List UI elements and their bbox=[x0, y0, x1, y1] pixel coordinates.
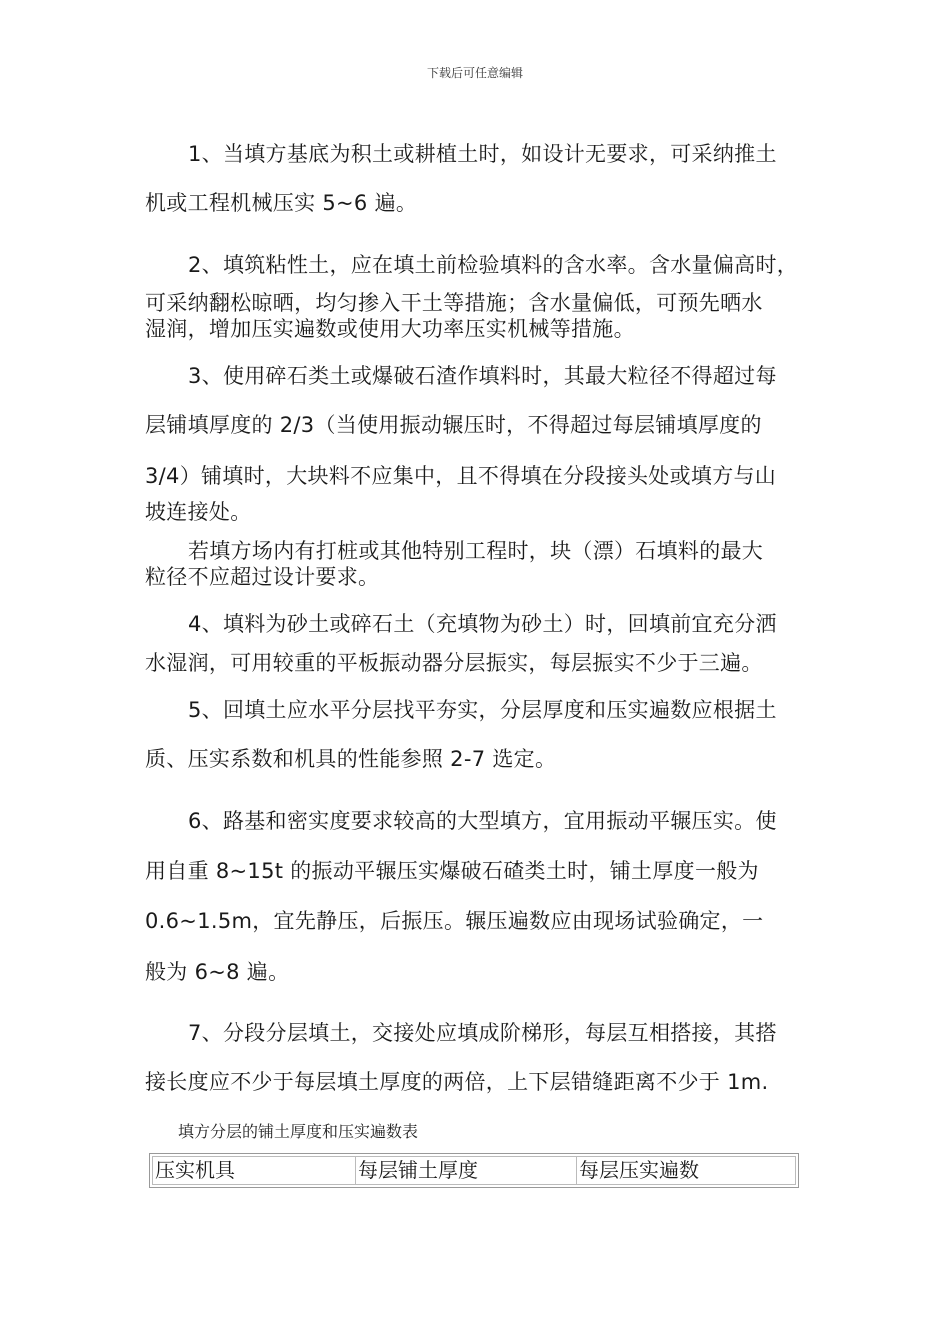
paragraph-1-line-2: 机或工程机械压实 5~6 遍。 bbox=[145, 191, 418, 215]
table-header-cell-thickness: 每层铺土厚度 bbox=[356, 1157, 577, 1184]
paragraph-6-line-3: 0.6~1.5m，宜先静压，后振压。辗压遍数应由现场试验确定，一 bbox=[145, 909, 764, 933]
paragraph-3-line-3: 3/4）铺填时，大块料不应集中，且不得填在分段接头处或填方与山 bbox=[145, 464, 777, 488]
paragraph-4-line-2: 水湿润，可用较重的平板振动器分层振实，每层振实不少于三遍。 bbox=[145, 651, 763, 675]
paragraph-2-line-3: 湿润，增加压实遍数或使用大功率压实机械等措施。 bbox=[145, 317, 635, 341]
paragraph-7-line-2: 接长度应不少于每层填土厚度的两倍，上下层错缝距离不少于 1m. bbox=[145, 1070, 769, 1094]
paragraph-7-line-1: 7、分段分层填土，交接处应填成阶梯形，每层互相搭接，其搭 bbox=[188, 1021, 777, 1045]
page-header: 下载后可任意编辑 bbox=[426, 66, 523, 80]
paragraph-1-line-1: 1、当填方基底为积土或耕植土时，如设计无要求，可采纳推土 bbox=[188, 142, 777, 166]
paragraph-6-line-4: 般为 6~8 遍。 bbox=[145, 960, 290, 984]
paragraph-5-line-2: 质、压实系数和机具的性能参照 2-7 选定。 bbox=[145, 747, 557, 771]
paragraph-5-line-1: 5、回填土应水平分层找平夯实，分层厚度和压实遍数应根据土 bbox=[188, 698, 777, 722]
table-header-cell-equipment: 压实机具 bbox=[153, 1157, 356, 1184]
paragraph-2-line-2: 可采纳翻松晾晒，均匀掺入干土等措施；含水量偏低，可预先晒水 bbox=[145, 291, 763, 315]
note-paragraph-line-2: 粒径不应超过设计要求。 bbox=[145, 565, 380, 589]
note-paragraph-line-1: 若填方场内有打桩或其他特别工程时，块（漂）石填料的最大 bbox=[188, 539, 764, 563]
paragraph-6-line-2: 用自重 8~15t 的振动平辗压实爆破石碴类土时，铺土厚度一般为 bbox=[145, 859, 759, 883]
table-header-cell-passes: 每层压实遍数 bbox=[579, 1158, 699, 1182]
paragraph-3-line-1: 3、使用碎石类土或爆破石渣作填料时，其最大粒径不得超过每 bbox=[188, 364, 777, 388]
table-header-row bbox=[152, 1156, 796, 1185]
compaction-table bbox=[149, 1153, 799, 1188]
paragraph-6-line-1: 6、路基和密实度要求较高的大型填方，宜用振动平辗压实。使 bbox=[188, 809, 777, 833]
paragraph-2-line-1: 2、填筑粘性土，应在填土前检验填料的含水率。含水量偏高时， bbox=[188, 253, 799, 277]
table-caption: 填方分层的铺土厚度和压实遍数表 bbox=[178, 1122, 419, 1141]
paragraph-4-line-1: 4、填料为砂土或碎石土（充填物为砂土）时，回填前宜充分洒 bbox=[188, 612, 777, 636]
paragraph-3-line-2: 层铺填厚度的 2/3（当使用振动辗压时，不得超过每层铺填厚度的 bbox=[145, 413, 762, 437]
paragraph-3-line-4: 坡连接处。 bbox=[145, 500, 252, 524]
